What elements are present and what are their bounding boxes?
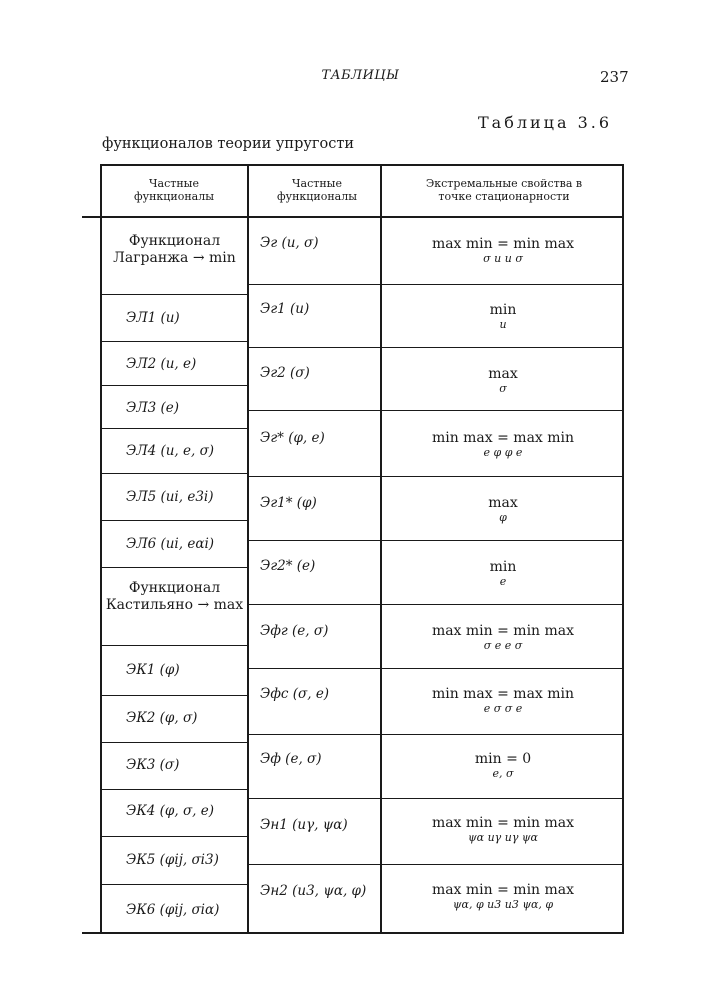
extremal-property: max min = min max σ e e σ bbox=[431, 623, 575, 652]
functional-name: Эг2 (σ) bbox=[260, 365, 310, 381]
table-number: Таблица 3.6 bbox=[478, 113, 613, 132]
extremal-property: min e bbox=[489, 559, 517, 588]
functionals-table: Частные функционалы Частные функционалы Экстремальные свойства в точке стационарности Функционал Лагранжа → min ЭЛ1 (u) ЭЛ2 (u, e) ЭЛ3 (e) ЭЛ4 (u, e, σ) ЭЛ5 (ui, e3i) ЭЛ6 (ui, eαi) Функционал Кастильяно → max ЭК1 (φ) ЭК2 (φ, σ) ЭК3 (σ) ЭК4 (φ, σ, e) ЭК5 (φij, σi3) ЭК6 (φij, σiα) Эг (u, σ) Эг1 (u) Эг2 (σ) Эг* (φ, e) Эг1* (φ) Эг2* (e) Эфг (e, σ) Эфс (σ, e) Эф (e, σ) Эн1 (uγ, ψα) Эн2 (u3, ψα, φ) max min = min max σ u u σ min u max σ min max = max min e φ φ e max φ min e max min = min max σ e e σ min max = max min e σ σ e min = 0 e, σ max min = min max ψα uγ uγ ψα max min = min max ψα, φ u3 u3 ψα, φ bbox=[82, 160, 624, 935]
functional-name: Эг1* (φ) bbox=[260, 495, 317, 511]
page-number: 237 bbox=[600, 68, 629, 86]
header-right: Экстремальные свойства в точке стационарности bbox=[425, 177, 583, 203]
functional-name: Эг (u, σ) bbox=[260, 235, 319, 251]
left-divider bbox=[100, 166, 102, 932]
functional-name: Эг2* (e) bbox=[260, 558, 316, 574]
functional-name: Эн1 (uγ, ψα) bbox=[260, 817, 348, 833]
functional-name: Эн2 (u3, ψα, φ) bbox=[260, 883, 367, 899]
table-caption: функционалов теории упругости bbox=[102, 136, 355, 152]
extremal-property: max min = min max ψα, φ u3 u3 ψα, φ bbox=[431, 882, 575, 911]
functional-name: Эф (e, σ) bbox=[260, 751, 322, 767]
bottom-rule bbox=[82, 932, 624, 934]
lagrange-functional-label: Функционал Лагранжа → min bbox=[113, 233, 236, 266]
extremal-property: max φ bbox=[488, 495, 518, 524]
functional-name: Эг1 (u) bbox=[260, 301, 310, 317]
extremal-property: max min = min max σ u u σ bbox=[431, 236, 575, 265]
functional-name: Эг* (φ, e) bbox=[260, 430, 325, 446]
extremal-property: min = 0 e, σ bbox=[474, 751, 532, 780]
functional-name: Эфс (σ, e) bbox=[260, 686, 330, 702]
running-title: ТАБЛИЦЫ bbox=[321, 68, 400, 83]
functional-name: Эфг (e, σ) bbox=[260, 623, 329, 639]
col1-divider bbox=[247, 166, 249, 932]
extremal-property: min max = max min e φ φ e bbox=[431, 430, 575, 459]
extremal-property: max min = min max ψα uγ uγ ψα bbox=[431, 815, 575, 844]
header-left: Частные функционалы bbox=[134, 177, 214, 203]
castigliano-functional-label: Функционал Кастильяно → max bbox=[105, 580, 244, 613]
top-rule bbox=[100, 164, 624, 166]
header-rule bbox=[82, 216, 624, 218]
extremal-property: max σ bbox=[488, 366, 518, 395]
extremal-property: min u bbox=[489, 302, 517, 331]
header-middle: Частные функционалы bbox=[277, 177, 357, 203]
extremal-property: min max = max min e σ σ e bbox=[431, 686, 575, 715]
